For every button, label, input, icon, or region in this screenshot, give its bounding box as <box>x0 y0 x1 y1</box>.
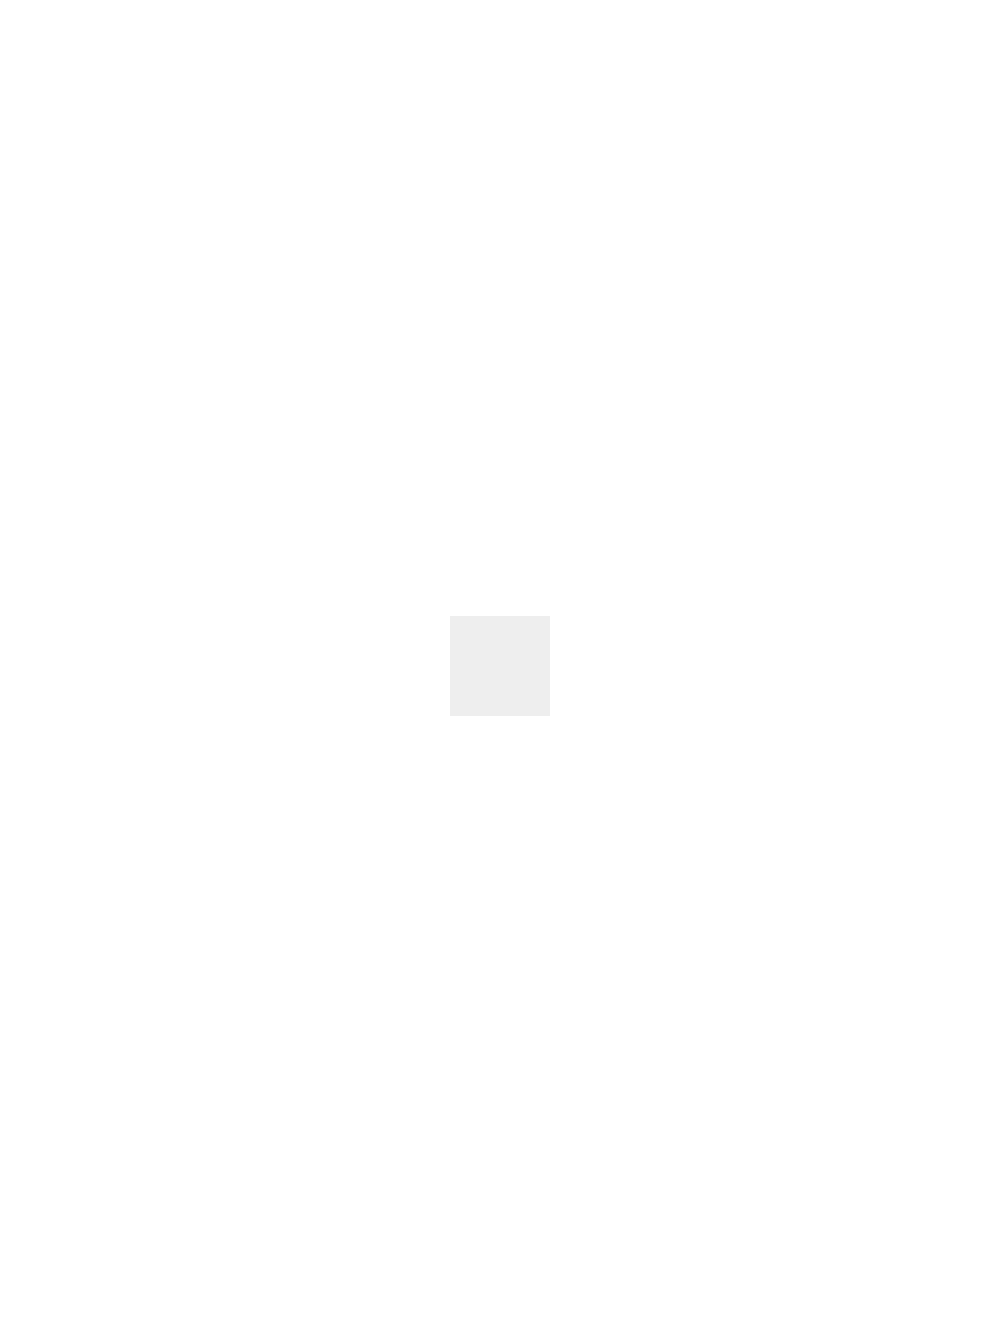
placeholder-square <box>450 616 550 716</box>
